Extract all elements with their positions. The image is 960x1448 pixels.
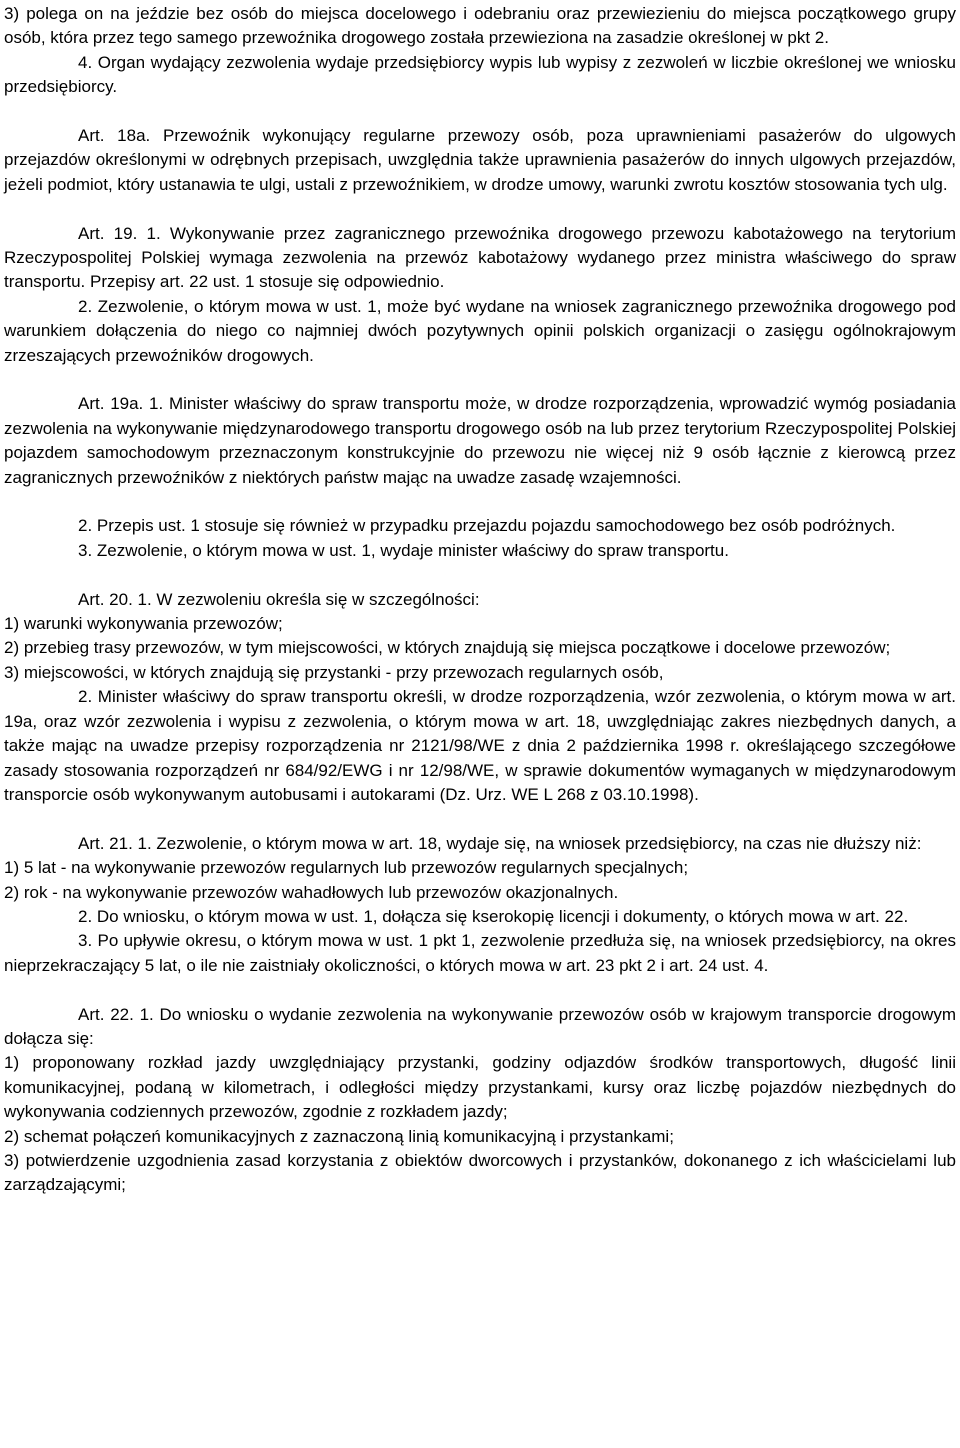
paragraph-art20-ust2: 2. Minister właściwy do spraw transportu określi, w drodze rozporządzenia, wzór zezwolenia, o którym mowa w art. 19a, oraz wzór zezwolenia i wypisu z zezwolenia, o którym mowa w art. 18, uwzględniając zakres niezbędnych danych, a także mając na uwadze przepisy rozporządzenia nr 2121/98/WE z dnia 2 października 1998 r. określającego szczegółowe zasady stosowania rozporządzeń nr 684/92/EWG i nr 12/98/WE, w sprawie dokumentów wymaganych w międzynarodowym transporcie osób wykonywanym autobusami i autokarami (Dz. Urz. WE L 268 z 03.10.1998).: [4, 687, 956, 804]
list-item-art21-pkt1: 1) 5 lat - na wykonywanie przewozów regularnych lub przewozów regularnych specjalnych;: [4, 858, 689, 878]
paragraph-art18-ust3-pkt3: 3) polega on na jeździe bez osób do miejsca docelowego i odebraniu oraz przewiezieniu do miejsca początkowego grupy osób, która przez tego samego przewoźnika drogowego została przewieziona na zasadzie określonej w pkt 2.: [4, 4, 956, 48]
paragraph-art19-ust1: Art. 19. 1. Wykonywanie przez zagranicznego przewoźnika drogowego przewozu kabotażowego na terytorium Rzeczypospolitej Polskiej wymaga zezwolenia na przewóz kabotażowy wydanego przez ministra właściwego do spraw transportu. Przepisy art. 22 ust. 1 stosuje się odpowiednio.: [4, 223, 956, 292]
paragraph-art21-ust3: 3. Po upływie okresu, o którym mowa w ust. 1 pkt 1, zezwolenie przedłuża się, na wniosek przedsiębiorcy, na okres nieprzekraczający 5 lat, o ile nie zaistniały okoliczności, o których mowa w art. 23 pkt 2 i art. 24 ust. 4.: [4, 931, 956, 975]
list-item-art21-pkt2: 2) rok - na wykonywanie przewozów wahadłowych lub przewozów okazjonalnych.: [4, 882, 619, 902]
paragraph-art19-ust2: 2. Zezwolenie, o którym mowa w ust. 1, może być wydane na wniosek zagranicznego przewoźnika drogowego pod warunkiem dołączenia do niego co najmniej dwóch pozytywnych opinii polskich organizacji o zasięgu ogólnokrajowym zrzeszających przewoźników drogowych.: [4, 296, 956, 365]
list-item-art22-pkt3: 3) potwierdzenie uzgodnienia zasad korzystania z obiektów dworcowych i przystanków, dokonanego z ich właścicielami lub zarządzającymi;: [4, 1150, 956, 1195]
list-item-art22-pkt2: 2) schemat połączeń komunikacyjnych z zaznaczoną linią komunikacyjną i przystankami;: [4, 1126, 674, 1146]
list-item-art20-pkt3: 3) miejscowości, w których znajdują się przystanki - przy przewozach regularnych osób,: [4, 662, 664, 682]
list-item-art20-pkt2: 2) przebieg trasy przewozów, w tym miejscowości, w których znajdują się miejsca początkowe i docelowe przewozów;: [4, 638, 891, 658]
paragraph-art19a-ust1: Art. 19a. 1. Minister właściwy do spraw transportu może, w drodze rozporządzenia, wprowadzić wymóg posiadania zezwolenia na wykonywanie międzynarodowego transportu drogowego osób na lub przez terytorium Rzeczypospolitej Polskiej pojazdem samochodowym przeznaczonym konstrukcyjnie do przewozu nie więcej niż 9 osób łącznie z kierowcą przez zagranicznych przewoźników z niektórych państw mając na uwadze zasadę wzajemności.: [4, 394, 956, 487]
paragraph-art18a: Art. 18a. Przewoźnik wykonujący regularne przewozy osób, poza uprawnieniami pasażerów do ulgowych przejazdów określonymi w odrębnych przepisach, uwzględnia także uprawnienia pasażerów do innych ulgowych przejazdów, jeżeli podmiot, który ustanawia te ulgi, ustali z przewoźnikiem, w drodze umowy, warunki zwrotu kosztów stosowania tych ulg.: [4, 126, 956, 194]
paragraph-art19a-ust3: 3. Zezwolenie, o którym mowa w ust. 1, wydaje minister właściwy do spraw transportu.: [78, 540, 729, 560]
paragraph-art21-ust2: 2. Do wniosku, o którym mowa w ust. 1, dołącza się kserokopię licencji i dokumenty, o których mowa w art. 22.: [78, 906, 909, 926]
list-item-art20-pkt1: 1) warunki wykonywania przewozów;: [4, 614, 283, 634]
list-item-art22-pkt1: 1) proponowany rozkład jazdy uwzględniający przystanki, godziny odjazdów środków transportowych, długość linii komunikacyjnej, podaną w kilometrach, i odległości między przystankami, kursy oraz liczbę pojazdów niezbędnych do wykonywania codziennych przewozów, zgodnie z rozkładem jazdy;: [4, 1053, 956, 1122]
paragraph-art21-ust1: Art. 21. 1. Zezwolenie, o którym mowa w art. 18, wydaje się, na wniosek przedsiębiorcy, na czas nie dłuższy niż:: [78, 833, 922, 853]
paragraph-art22-ust1: Art. 22. 1. Do wniosku o wydanie zezwolenia na wykonywanie przewozów osób w krajowym transporcie drogowym dołącza się:: [4, 1004, 956, 1048]
paragraph-art19a-ust2: 2. Przepis ust. 1 stosuje się również w przypadku przejazdu pojazdu samochodowego bez osób podróżnych.: [78, 516, 896, 536]
paragraph-art20-ust1: Art. 20. 1. W zezwoleniu określa się w szczególności:: [78, 589, 480, 609]
paragraph-art18-ust4: 4. Organ wydający zezwolenia wydaje przedsiębiorcy wypis lub wypisy z zezwoleń w liczbie określonej we wniosku przedsiębiorcy.: [4, 52, 956, 97]
